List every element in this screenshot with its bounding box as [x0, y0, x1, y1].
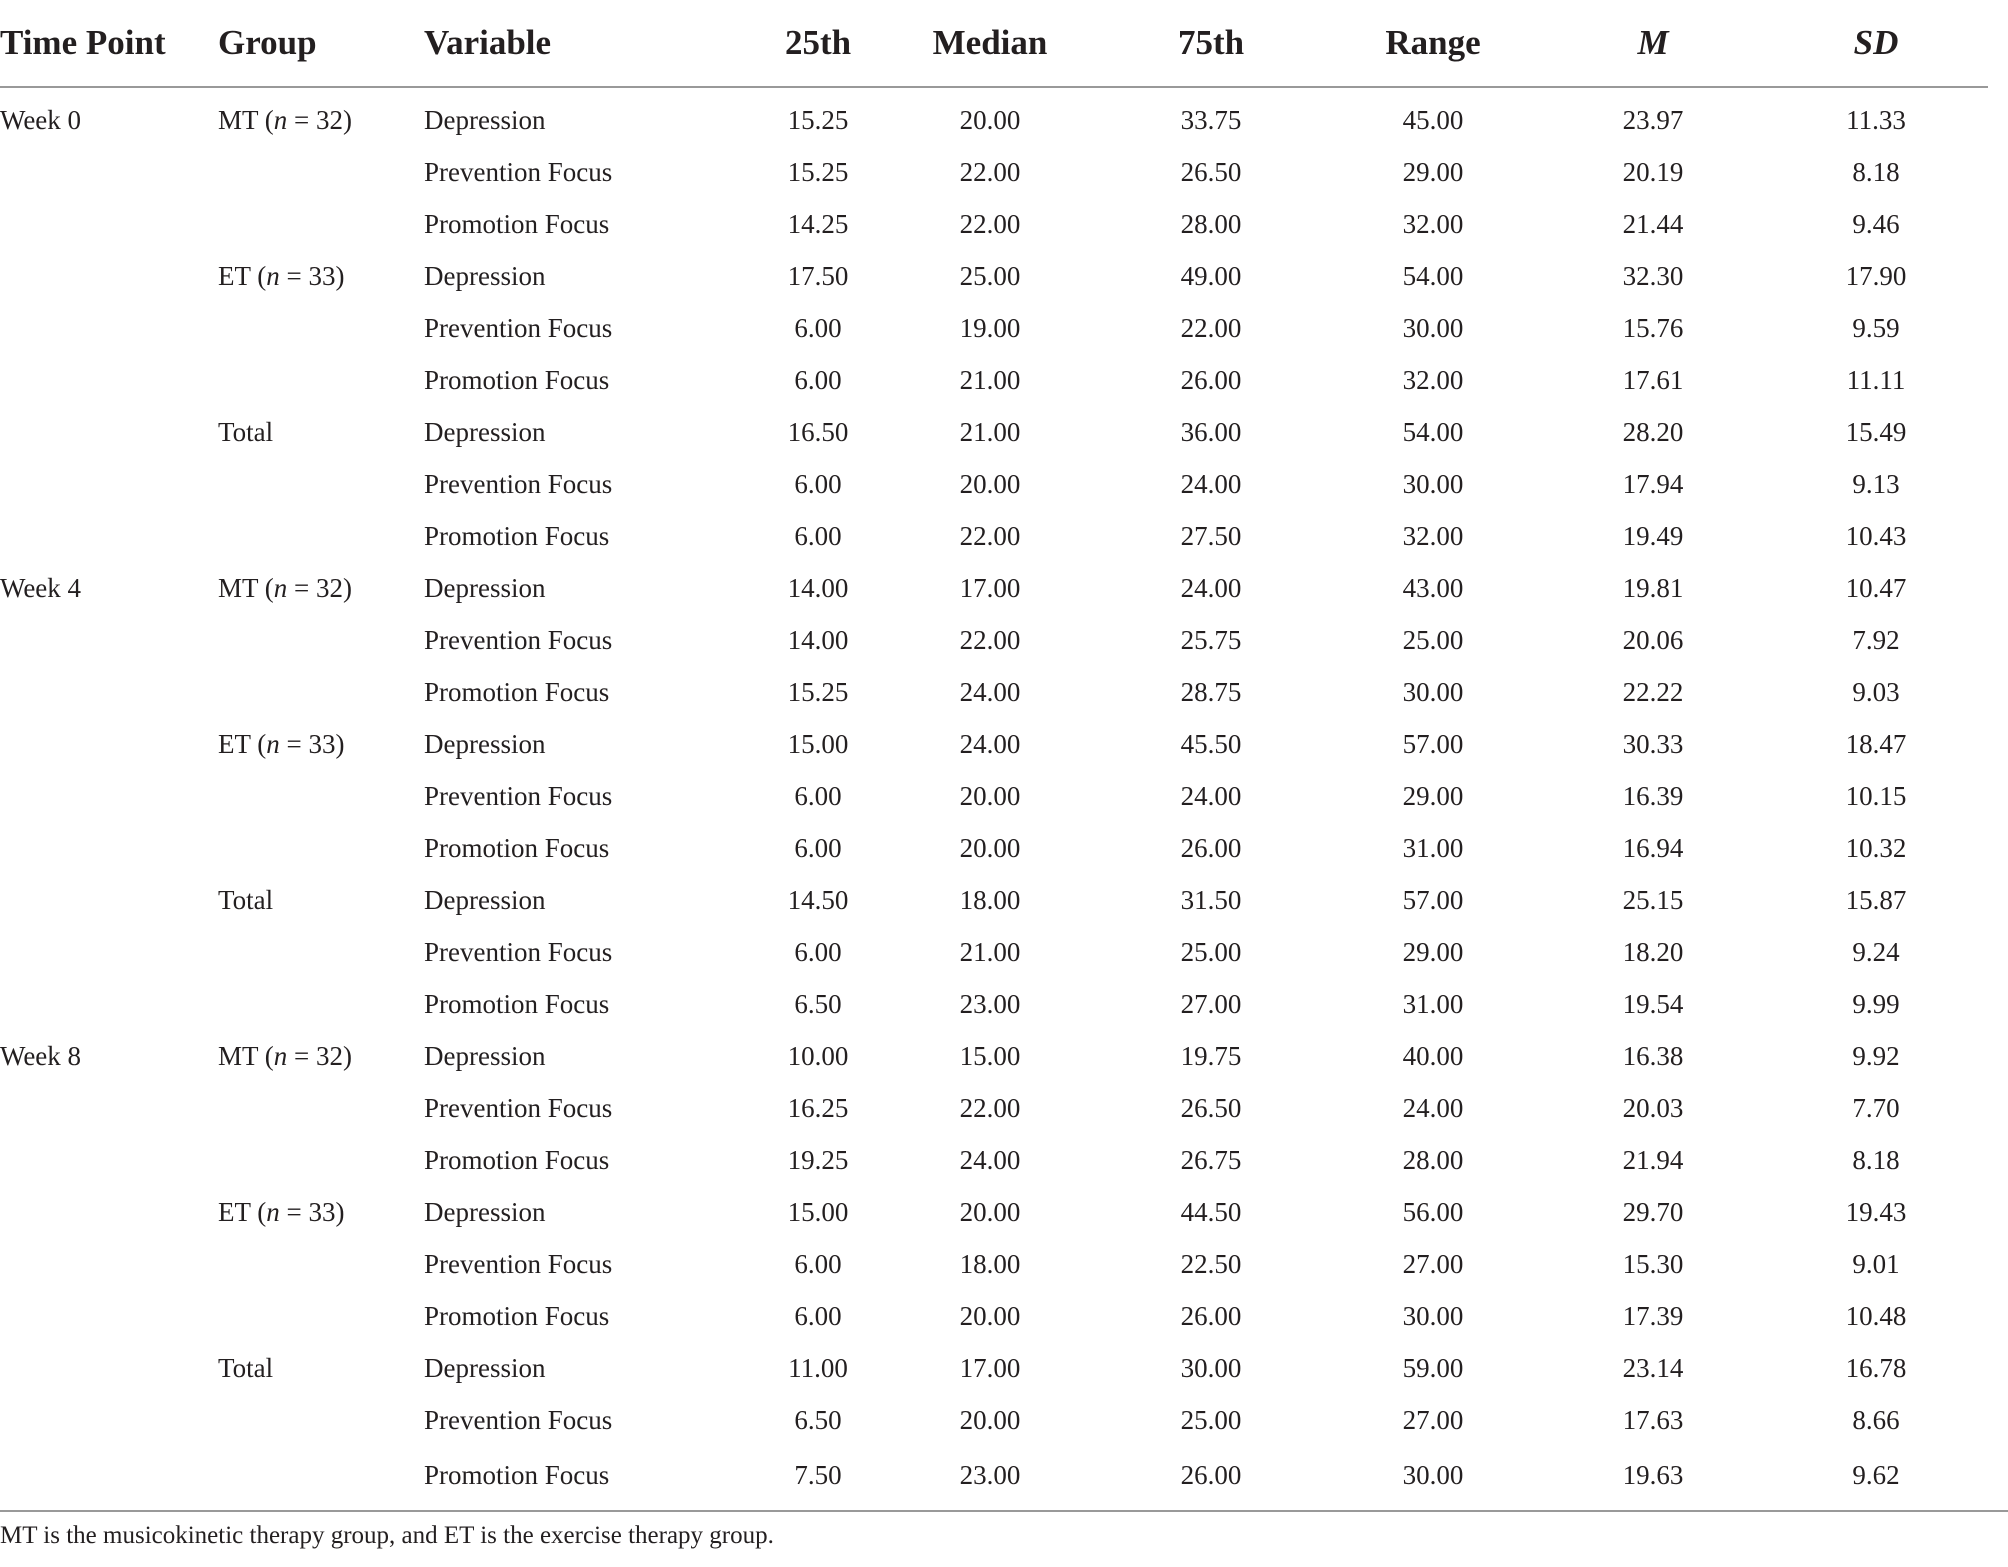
cell-variable: Prevention Focus: [424, 936, 613, 967]
cell-variable: Depression: [424, 416, 546, 447]
cell-sd: 16.78: [1845, 1352, 1907, 1383]
header-25th: 25th: [754, 0, 882, 87]
cell-75th: 30.00: [1180, 1352, 1242, 1383]
cell-range: 40.00: [1402, 1040, 1464, 1071]
table-row: [0, 406, 1988, 458]
cell-median: 22.00: [959, 208, 1021, 239]
cell-mean: 29.70: [1622, 1196, 1684, 1227]
cell-range: 29.00: [1402, 780, 1464, 811]
cell-range: 30.00: [1402, 468, 1464, 499]
table-row: [0, 354, 1988, 406]
cell-25th: 14.00: [787, 572, 849, 603]
cell-variable: Depression: [424, 104, 546, 135]
cell-25th: 6.00: [794, 1300, 842, 1331]
cell-75th: 26.50: [1180, 156, 1242, 187]
cell-75th: 36.00: [1180, 416, 1242, 447]
header-median: Median: [882, 0, 1098, 87]
cell-range: 56.00: [1402, 1196, 1464, 1227]
cell-25th: 14.25: [787, 208, 849, 239]
cell-75th: 28.75: [1180, 676, 1242, 707]
header-group: Group: [218, 0, 424, 87]
cell-75th: 26.50: [1180, 1092, 1242, 1123]
cell-75th: 24.00: [1180, 780, 1242, 811]
cell-variable: Prevention Focus: [424, 780, 613, 811]
cell-mean: 21.94: [1622, 1144, 1684, 1175]
cell-range: 27.00: [1402, 1248, 1464, 1279]
cell-mean: 16.39: [1622, 780, 1684, 811]
cell-variable: Prevention Focus: [424, 156, 613, 187]
cell-75th: 28.00: [1180, 208, 1242, 239]
cell-25th: 10.00: [787, 1040, 849, 1071]
table-row: [0, 718, 1988, 770]
cell-variable: Promotion Focus: [424, 520, 610, 551]
cell-group: [218, 926, 424, 978]
cell-range: 28.00: [1402, 1144, 1464, 1175]
cell-group: [218, 302, 424, 354]
cell-75th: 45.50: [1180, 728, 1242, 759]
cell-sd: 7.70: [1852, 1092, 1900, 1123]
cell-variable: Depression: [424, 1040, 546, 1071]
cell-75th: 19.75: [1180, 1040, 1242, 1071]
cell-median: 20.00: [959, 832, 1021, 863]
cell-range: 29.00: [1402, 936, 1464, 967]
cell-time-point: [0, 354, 218, 406]
cell-median: 17.00: [959, 1352, 1021, 1383]
table-row: [0, 458, 1988, 510]
cell-group: ET (n = 33): [218, 260, 345, 291]
cell-time-point: [0, 1134, 218, 1186]
cell-group: [218, 666, 424, 718]
cell-mean: 16.94: [1622, 832, 1684, 863]
cell-median: 22.00: [959, 156, 1021, 187]
cell-range: 57.00: [1402, 884, 1464, 915]
cell-range: 54.00: [1402, 416, 1464, 447]
cell-variable: Promotion Focus: [424, 208, 610, 239]
table-header: [0, 0, 1988, 87]
cell-time-point: [0, 1342, 218, 1394]
cell-time-point: [0, 822, 218, 874]
cell-group: [218, 614, 424, 666]
cell-sd: 15.49: [1845, 416, 1907, 447]
cell-median: 25.00: [959, 260, 1021, 291]
cell-sd: 8.18: [1852, 156, 1900, 187]
cell-variable: Depression: [424, 572, 546, 603]
cell-25th: 15.25: [787, 104, 849, 135]
cell-range: 29.00: [1402, 156, 1464, 187]
header-time-point: Time Point: [0, 0, 218, 87]
table-row: [0, 510, 1988, 562]
cell-time-point: [0, 978, 218, 1030]
cell-group: MT (n = 32): [218, 572, 352, 603]
cell-variable: Promotion Focus: [424, 1459, 610, 1490]
cell-25th: 16.50: [787, 416, 849, 447]
cell-mean: 22.22: [1622, 676, 1684, 707]
cell-group: ET (n = 33): [218, 1196, 345, 1227]
cell-25th: 6.00: [794, 1248, 842, 1279]
cell-time-point: Week 4: [0, 572, 82, 603]
cell-median: 23.00: [959, 1459, 1021, 1490]
cell-sd: 9.03: [1852, 676, 1900, 707]
cell-median: 21.00: [959, 364, 1021, 395]
cell-median: 22.00: [959, 520, 1021, 551]
cell-sd: 7.92: [1852, 624, 1900, 655]
cell-sd: 11.33: [1846, 104, 1906, 135]
cell-75th: 25.00: [1180, 1404, 1242, 1435]
cell-group: [218, 1082, 424, 1134]
cell-mean: 19.54: [1622, 988, 1684, 1019]
table-row: [0, 1290, 1988, 1342]
cell-range: 32.00: [1402, 208, 1464, 239]
cell-range: 31.00: [1402, 832, 1464, 863]
cell-time-point: [0, 770, 218, 822]
header-sd: SD: [1764, 0, 1988, 87]
cell-variable: Promotion Focus: [424, 1300, 610, 1331]
cell-variable: Depression: [424, 1196, 546, 1227]
cell-median: 20.00: [959, 1404, 1021, 1435]
cell-mean: 19.81: [1622, 572, 1684, 603]
cell-range: 31.00: [1402, 988, 1464, 1019]
table-row: [0, 250, 1988, 302]
cell-group: MT (n = 32): [218, 104, 352, 135]
table-row: [0, 562, 1988, 614]
cell-25th: 6.50: [794, 1404, 842, 1435]
cell-range: 30.00: [1402, 676, 1464, 707]
cell-mean: 20.06: [1622, 624, 1684, 655]
cell-variable: Promotion Focus: [424, 1144, 610, 1175]
table-row: [0, 1134, 1988, 1186]
cell-time-point: Week 0: [0, 104, 82, 135]
cell-mean: 30.33: [1622, 728, 1684, 759]
cell-25th: 6.00: [794, 520, 842, 551]
cell-time-point: [0, 406, 218, 458]
cell-25th: 19.25: [787, 1144, 849, 1175]
table-row: [0, 1446, 1988, 1504]
table-body: [0, 87, 1988, 1504]
cell-group: [218, 978, 424, 1030]
cell-range: 59.00: [1402, 1352, 1464, 1383]
table-row: [0, 198, 1988, 250]
table-row: [0, 666, 1988, 718]
cell-25th: 17.50: [787, 260, 849, 291]
cell-sd: 10.32: [1845, 832, 1907, 863]
cell-variable: Prevention Focus: [424, 312, 613, 343]
cell-mean: 25.15: [1622, 884, 1684, 915]
cell-sd: 9.59: [1852, 312, 1900, 343]
header-75th: 75th: [1098, 0, 1324, 87]
table-row: [0, 87, 1988, 146]
cell-75th: 44.50: [1180, 1196, 1242, 1227]
cell-group: MT (n = 32): [218, 1040, 352, 1071]
header-mean: M: [1542, 0, 1764, 87]
cell-variable: Prevention Focus: [424, 468, 613, 499]
cell-25th: 6.00: [794, 832, 842, 863]
cell-median: 18.00: [959, 1248, 1021, 1279]
cell-time-point: [0, 302, 218, 354]
cell-variable: Prevention Focus: [424, 1092, 613, 1123]
cell-25th: 11.00: [788, 1352, 848, 1383]
cell-median: 22.00: [959, 1092, 1021, 1123]
cell-time-point: Week 8: [0, 1040, 82, 1071]
cell-group: Total: [218, 1352, 274, 1383]
cell-variable: Depression: [424, 260, 546, 291]
cell-mean: 15.30: [1622, 1248, 1684, 1279]
cell-75th: 31.50: [1180, 884, 1242, 915]
cell-mean: 23.14: [1622, 1352, 1684, 1383]
cell-time-point: [0, 666, 218, 718]
cell-median: 20.00: [959, 780, 1021, 811]
cell-variable: Promotion Focus: [424, 988, 610, 1019]
cell-sd: 8.18: [1852, 1144, 1900, 1175]
cell-group: [218, 1290, 424, 1342]
cell-sd: 18.47: [1845, 728, 1907, 759]
cell-25th: 6.00: [794, 936, 842, 967]
table-row: [0, 1030, 1988, 1082]
cell-mean: 21.44: [1622, 208, 1684, 239]
cell-variable: Promotion Focus: [424, 832, 610, 863]
cell-variable: Depression: [424, 728, 546, 759]
cell-mean: 32.30: [1622, 260, 1684, 291]
cell-75th: 26.00: [1180, 832, 1242, 863]
cell-25th: 16.25: [787, 1092, 849, 1123]
cell-sd: 9.01: [1852, 1248, 1900, 1279]
cell-median: 20.00: [959, 104, 1021, 135]
header-variable: Variable: [424, 0, 754, 87]
cell-variable: Promotion Focus: [424, 676, 610, 707]
cell-variable: Prevention Focus: [424, 1248, 613, 1279]
cell-group: ET (n = 33): [218, 728, 345, 759]
cell-mean: 17.94: [1622, 468, 1684, 499]
cell-sd: 10.43: [1845, 520, 1907, 551]
cell-range: 25.00: [1402, 624, 1464, 655]
cell-75th: 26.00: [1180, 1300, 1242, 1331]
cell-range: 30.00: [1402, 1300, 1464, 1331]
cell-75th: 24.00: [1180, 572, 1242, 603]
cell-25th: 15.00: [787, 728, 849, 759]
cell-25th: 6.00: [794, 468, 842, 499]
cell-median: 20.00: [959, 1300, 1021, 1331]
cell-75th: 27.50: [1180, 520, 1242, 551]
cell-group: [218, 510, 424, 562]
cell-time-point: [0, 614, 218, 666]
cell-sd: 10.47: [1845, 572, 1907, 603]
cell-variable: Prevention Focus: [424, 1404, 613, 1435]
cell-75th: 26.00: [1180, 364, 1242, 395]
cell-75th: 26.00: [1180, 1459, 1242, 1490]
cell-75th: 22.00: [1180, 312, 1242, 343]
cell-time-point: [0, 718, 218, 770]
cell-sd: 10.48: [1845, 1300, 1907, 1331]
cell-range: 32.00: [1402, 364, 1464, 395]
cell-sd: 10.15: [1845, 780, 1907, 811]
cell-time-point: [0, 250, 218, 302]
cell-time-point: [0, 1186, 218, 1238]
table-row: [0, 146, 1988, 198]
cell-75th: 33.75: [1180, 104, 1242, 135]
cell-range: 45.00: [1402, 104, 1464, 135]
cell-median: 20.00: [959, 468, 1021, 499]
cell-time-point: [0, 510, 218, 562]
table-row: [0, 822, 1988, 874]
cell-variable: Promotion Focus: [424, 364, 610, 395]
cell-time-point: [0, 1082, 218, 1134]
table-row: [0, 1186, 1988, 1238]
cell-mean: 16.38: [1622, 1040, 1684, 1071]
header-row: [0, 0, 1988, 87]
cell-sd: 9.99: [1852, 988, 1900, 1019]
cell-time-point: [0, 1394, 218, 1446]
cell-mean: 17.61: [1622, 364, 1684, 395]
table-row: [0, 770, 1988, 822]
cell-75th: 22.50: [1180, 1248, 1242, 1279]
cell-sd: 9.92: [1852, 1040, 1900, 1071]
cell-25th: 6.00: [794, 364, 842, 395]
cell-range: 57.00: [1402, 728, 1464, 759]
cell-group: [218, 822, 424, 874]
cell-mean: 17.39: [1622, 1300, 1684, 1331]
table-row: [0, 1238, 1988, 1290]
cell-median: 23.00: [959, 988, 1021, 1019]
cell-sd: 17.90: [1845, 260, 1907, 291]
cell-sd: 11.11: [1846, 364, 1906, 395]
cell-mean: 28.20: [1622, 416, 1684, 447]
cell-range: 30.00: [1402, 312, 1464, 343]
cell-range: 30.00: [1402, 1459, 1464, 1490]
cell-group: [218, 458, 424, 510]
cell-time-point: [0, 198, 218, 250]
cell-25th: 15.00: [787, 1196, 849, 1227]
cell-25th: 6.00: [794, 312, 842, 343]
cell-range: 27.00: [1402, 1404, 1464, 1435]
cell-group: [218, 770, 424, 822]
cell-median: 20.00: [959, 1196, 1021, 1227]
cell-mean: 23.97: [1622, 104, 1684, 135]
cell-25th: 6.00: [794, 780, 842, 811]
cell-time-point: [0, 1238, 218, 1290]
cell-sd: 9.62: [1852, 1459, 1900, 1490]
cell-25th: 14.50: [787, 884, 849, 915]
cell-time-point: [0, 926, 218, 978]
cell-sd: 15.87: [1845, 884, 1907, 915]
cell-25th: 6.50: [794, 988, 842, 1019]
table-row: [0, 1342, 1988, 1394]
cell-mean: 19.63: [1622, 1459, 1684, 1490]
table-row: [0, 614, 1988, 666]
cell-time-point: [0, 458, 218, 510]
cell-variable: Depression: [424, 884, 546, 915]
cell-group: [218, 1446, 424, 1504]
cell-group: [218, 146, 424, 198]
cell-group: Total: [218, 416, 274, 447]
cell-group: [218, 1394, 424, 1446]
cell-median: 22.00: [959, 624, 1021, 655]
cell-mean: 20.03: [1622, 1092, 1684, 1123]
cell-range: 43.00: [1402, 572, 1464, 603]
table-row: [0, 978, 1988, 1030]
table-row: [0, 926, 1988, 978]
cell-median: 15.00: [959, 1040, 1021, 1071]
cell-mean: 19.49: [1622, 520, 1684, 551]
cell-25th: 15.25: [787, 156, 849, 187]
cell-sd: 8.66: [1852, 1404, 1900, 1435]
cell-median: 21.00: [959, 936, 1021, 967]
cell-median: 24.00: [959, 728, 1021, 759]
cell-mean: 20.19: [1622, 156, 1684, 187]
cell-mean: 18.20: [1622, 936, 1684, 967]
cell-mean: 17.63: [1622, 1404, 1684, 1435]
cell-25th: 15.25: [787, 676, 849, 707]
cell-sd: 9.46: [1852, 208, 1900, 239]
cell-sd: 19.43: [1845, 1196, 1907, 1227]
cell-25th: 7.50: [794, 1459, 842, 1490]
cell-median: 19.00: [959, 312, 1021, 343]
cell-median: 18.00: [959, 884, 1021, 915]
cell-sd: 9.24: [1852, 936, 1900, 967]
cell-variable: Prevention Focus: [424, 624, 613, 655]
cell-range: 24.00: [1402, 1092, 1464, 1123]
table-footnote: MT is the musicokinetic therapy group, and ET is the exercise therapy group.: [0, 1522, 774, 1549]
cell-range: 54.00: [1402, 260, 1464, 291]
cell-mean: 15.76: [1622, 312, 1684, 343]
table-row: [0, 874, 1988, 926]
cell-time-point: [0, 1290, 218, 1342]
table-row: [0, 1394, 1988, 1446]
cell-group: [218, 1238, 424, 1290]
cell-median: 21.00: [959, 416, 1021, 447]
table-bottom-rule: [0, 1510, 2008, 1512]
cell-group: [218, 198, 424, 250]
cell-time-point: [0, 146, 218, 198]
cell-sd: 9.13: [1852, 468, 1900, 499]
cell-75th: 26.75: [1180, 1144, 1242, 1175]
header-range: Range: [1324, 0, 1542, 87]
cell-75th: 27.00: [1180, 988, 1242, 1019]
cell-group: [218, 354, 424, 406]
cell-median: 17.00: [959, 572, 1021, 603]
table-row: [0, 302, 1988, 354]
cell-median: 24.00: [959, 1144, 1021, 1175]
cell-median: 24.00: [959, 676, 1021, 707]
cell-range: 32.00: [1402, 520, 1464, 551]
cell-75th: 25.00: [1180, 936, 1242, 967]
cell-75th: 25.75: [1180, 624, 1242, 655]
cell-variable: Depression: [424, 1352, 546, 1383]
cell-group: [218, 1134, 424, 1186]
table-row: [0, 1082, 1988, 1134]
cell-group: Total: [218, 884, 274, 915]
cell-25th: 14.00: [787, 624, 849, 655]
cell-time-point: [0, 874, 218, 926]
cell-75th: 49.00: [1180, 260, 1242, 291]
cell-75th: 24.00: [1180, 468, 1242, 499]
cell-time-point: [0, 1446, 218, 1504]
